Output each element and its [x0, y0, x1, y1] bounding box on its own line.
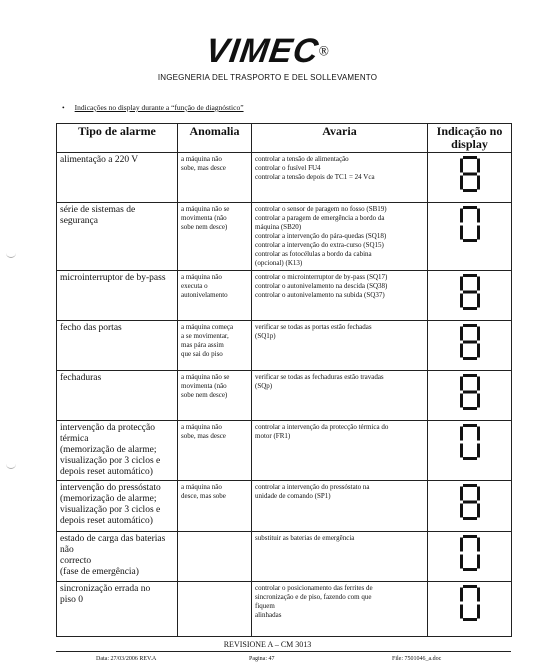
segment-a — [463, 206, 477, 209]
segment-d — [463, 517, 477, 520]
segment-f — [460, 327, 463, 341]
cell-tipo-line: microinterruptor de by-pass — [60, 273, 166, 283]
cell-avaria-line: (opcional) (K13) — [255, 259, 303, 267]
cell-anomalia-line: a se movimentar, — [181, 332, 229, 340]
cell-tipo — [57, 271, 178, 321]
cell-avaria — [252, 481, 428, 532]
cell-tipo-line: alimentação a 220 V — [60, 155, 139, 165]
segment-b — [477, 427, 480, 441]
cell-anomalia-line: a máquina não se — [181, 205, 230, 213]
cell-display — [428, 153, 512, 203]
punch-hole-mark — [6, 463, 16, 469]
cell-avaria-line: controlar o fusível FU4 — [255, 164, 321, 172]
cell-avaria-line: verificar se todas as portas estão fechadas — [255, 323, 372, 331]
segment-d — [463, 239, 477, 242]
segment-f — [460, 209, 463, 223]
cell-tipo-line: não — [60, 545, 74, 555]
seven-segment-digit — [459, 373, 481, 411]
cell-avaria-line: verificar se todas as fechaduras estão travadas — [255, 373, 384, 381]
cell-anomalia-line: executa o — [181, 282, 208, 290]
cell-tipo-line: térmica — [60, 434, 89, 444]
cell-avaria-line: unidade de comando (SP1) — [255, 492, 331, 500]
cell-avaria-line: controlar a intervenção da protecção térmica do — [255, 423, 389, 431]
cell-avaria-line: controlar a tensão de alimentação — [255, 155, 349, 163]
segment-f — [460, 427, 463, 441]
cell-anomalia-line: mas pára assim — [181, 341, 224, 349]
table-row — [57, 421, 512, 481]
cell-anomalia-line: a máquina não — [181, 273, 222, 281]
seven-segment-digit — [459, 534, 481, 572]
cell-tipo-line: intervenção da protecção — [60, 423, 155, 433]
segment-f — [460, 538, 463, 552]
cell-anomalia — [178, 203, 252, 271]
company-tagline: INGEGNERIA DEL TRASPORTO E DEL SOLLEVAMENTO — [157, 73, 378, 82]
cell-avaria-line: controlar a tensão depois de TC1 = 24 Vca — [255, 173, 375, 181]
cell-tipo-line: sincronização errada no — [60, 584, 151, 594]
footer-date: Data: 27/03/2006 REV.A — [96, 656, 157, 662]
segment-f — [460, 377, 463, 391]
cell-display — [428, 421, 512, 481]
column-header-tipo: Tipo de alarme — [57, 124, 178, 153]
seven-segment-digit — [459, 584, 481, 622]
cell-anomalia-line: a máquina não se — [181, 373, 230, 381]
cell-anomalia — [178, 582, 252, 637]
seven-segment-digit — [459, 205, 481, 243]
cell-anomalia — [178, 371, 252, 421]
cell-tipo — [57, 371, 178, 421]
cell-anomalia-line: sobe nem desce) — [181, 223, 228, 231]
cell-avaria — [252, 153, 428, 203]
segment-g — [463, 291, 477, 294]
segment-e — [460, 444, 463, 458]
segment-b — [477, 377, 480, 391]
segment-d — [463, 568, 477, 571]
cell-tipo — [57, 532, 178, 582]
cell-anomalia-line: que sai do piso — [181, 350, 223, 358]
segment-e — [460, 226, 463, 240]
segment-f — [460, 277, 463, 291]
segment-f — [460, 588, 463, 602]
cell-tipo-line: fechaduras — [60, 373, 102, 383]
segment-a — [463, 274, 477, 277]
bullet-icon: • — [62, 103, 65, 112]
segment-a — [463, 374, 477, 377]
cell-tipo-line: série de sistemas de — [60, 205, 136, 215]
segment-d — [463, 189, 477, 192]
cell-avaria-line: máquina (SB20) — [255, 223, 302, 231]
cell-tipo-line: intervenção do pressóstato — [60, 483, 161, 493]
cell-anomalia-line: movimenta (não — [181, 214, 227, 222]
seven-segment-digit — [459, 423, 481, 461]
segment-a — [463, 535, 477, 538]
segment-c — [477, 176, 480, 190]
cell-avaria — [252, 582, 428, 637]
cell-avaria-line: controlar a paragem de emergência a bordo da — [255, 214, 385, 222]
segment-a — [463, 585, 477, 588]
table-row — [57, 481, 512, 532]
cell-anomalia — [178, 532, 252, 582]
cell-avaria-line: controlar o autonivelamento na descida (SQ38) — [255, 282, 388, 290]
segment-g — [463, 391, 477, 394]
cell-tipo — [57, 203, 178, 271]
table-header-row — [57, 124, 512, 153]
segment-g — [463, 173, 477, 176]
segment-b — [477, 538, 480, 552]
segment-b — [477, 277, 480, 291]
seven-segment-digit — [459, 273, 481, 311]
segment-b — [477, 209, 480, 223]
logo-wordmark: VIMEC — [203, 32, 322, 70]
cell-display — [428, 371, 512, 421]
cell-tipo — [57, 153, 178, 203]
cell-anomalia-line: autonivelamento — [181, 291, 228, 299]
cell-tipo-line: (memorização de alarme; — [60, 494, 157, 504]
cell-avaria-line: motor (FR1) — [255, 432, 291, 440]
cell-anomalia — [178, 321, 252, 371]
segment-d — [463, 407, 477, 410]
cell-avaria-line: controlar o autonivelamento na subida (SQ37) — [255, 291, 385, 299]
seven-segment-digit — [459, 323, 481, 361]
segment-b — [477, 327, 480, 341]
alarm-table-body — [57, 153, 512, 637]
segment-e — [460, 344, 463, 358]
segment-d — [463, 457, 477, 460]
cell-anomalia-line: sobe, mas desce — [181, 164, 226, 172]
segment-d — [463, 307, 477, 310]
cell-avaria-line: controlar o sensor de paragem no fosso (SB19) — [255, 205, 387, 213]
segment-d — [463, 357, 477, 360]
cell-avaria — [252, 421, 428, 481]
table-row — [57, 371, 512, 421]
cell-avaria-line: (SQp) — [255, 382, 273, 390]
trademark-symbol: ® — [318, 43, 329, 59]
cell-display — [428, 582, 512, 637]
segment-c — [477, 394, 480, 408]
cell-display — [428, 271, 512, 321]
revision-label: REVISIONE A – CM 3013 — [223, 640, 312, 649]
cell-tipo — [57, 321, 178, 371]
segment-e — [460, 555, 463, 569]
cell-tipo-line: piso 0 — [60, 595, 83, 605]
cell-tipo-line: segurança — [60, 216, 98, 226]
segment-d — [463, 618, 477, 621]
cell-avaria-line: sincronização e de piso, fazendo com que — [255, 593, 372, 601]
footer-page: Pagina: 47 — [249, 656, 275, 662]
cell-anomalia-line: sobe, mas desce — [181, 432, 226, 440]
cell-tipo — [57, 421, 178, 481]
segment-c — [477, 226, 480, 240]
seven-segment-digit — [459, 155, 481, 193]
segment-a — [463, 324, 477, 327]
segment-g — [463, 341, 477, 344]
cell-anomalia — [178, 271, 252, 321]
cell-tipo-line: depois reset automático) — [60, 467, 153, 477]
segment-c — [477, 444, 480, 458]
cell-anomalia-line: a máquina começa — [181, 323, 234, 331]
segment-c — [477, 504, 480, 518]
segment-c — [477, 605, 480, 619]
cell-avaria-line: controlar o posicionamento das ferrites de — [255, 584, 373, 592]
segment-b — [477, 487, 480, 501]
cell-tipo-line: correcto — [60, 556, 92, 566]
cell-avaria-line: controlar o microinterruptor de by-pass (SQ17) — [255, 273, 388, 281]
cell-avaria — [252, 532, 428, 582]
table-row — [57, 321, 512, 371]
section-heading — [62, 103, 244, 112]
cell-display — [428, 321, 512, 371]
cell-avaria — [252, 371, 428, 421]
cell-tipo — [57, 481, 178, 532]
segment-e — [460, 504, 463, 518]
segment-a — [463, 484, 477, 487]
cell-anomalia-line: desce, mas sobe — [181, 492, 226, 500]
cell-tipo-line: (fase de emergência) — [60, 567, 139, 577]
cell-avaria — [252, 203, 428, 271]
footer-file: File: 7501046_a.doc — [392, 656, 442, 662]
cell-anomalia-line: sobe nem desce) — [181, 391, 228, 399]
cell-anomalia — [178, 421, 252, 481]
cell-display — [428, 203, 512, 271]
cell-avaria-line: (SQ1p) — [255, 332, 276, 340]
cell-tipo-line: visualização por 3 ciclos e — [60, 505, 161, 515]
segment-c — [477, 344, 480, 358]
table-row — [57, 271, 512, 321]
punch-hole-mark — [6, 252, 16, 258]
column-header-display: Indicação no display — [428, 124, 512, 153]
footer-divider — [56, 651, 511, 652]
alarm-table — [56, 123, 512, 637]
section-title: Indicações no display durante a “função de diagnóstico” — [74, 103, 244, 112]
cell-tipo-line: (memorização de alarme; — [60, 445, 157, 455]
segment-a — [463, 424, 477, 427]
cell-anomalia — [178, 481, 252, 532]
cell-anomalia-line: a máquina não — [181, 423, 222, 431]
cell-avaria — [252, 321, 428, 371]
segment-f — [460, 487, 463, 501]
segment-b — [477, 588, 480, 602]
cell-tipo-line: estado de carga das baterias — [60, 534, 166, 544]
cell-tipo-line: visualização por 3 ciclos e — [60, 456, 161, 466]
table-row — [57, 532, 512, 582]
column-header-anomalia: Anomalia — [178, 124, 252, 153]
cell-avaria — [252, 271, 428, 321]
cell-display — [428, 481, 512, 532]
column-header-avaria: Avaria — [252, 124, 428, 153]
cell-anomalia — [178, 153, 252, 203]
table-row — [57, 203, 512, 271]
table-row — [57, 153, 512, 203]
segment-f — [460, 159, 463, 173]
cell-avaria-line: controlar as fotocélulas a bordo da cabina — [255, 250, 372, 258]
table-row — [57, 582, 512, 637]
segment-g — [463, 501, 477, 504]
segment-e — [460, 176, 463, 190]
segment-e — [460, 394, 463, 408]
segment-c — [477, 555, 480, 569]
cell-avaria-line: controlar a intervenção do extra-curso (SQ15) — [255, 241, 384, 249]
cell-avaria-line: fiquem — [255, 602, 275, 610]
cell-anomalia-line: a máquina não — [181, 483, 222, 491]
cell-avaria-line: substituir as baterias de emergência — [255, 534, 355, 542]
cell-tipo — [57, 582, 178, 637]
cell-avaria-line: controlar a intervenção do pressóstato na — [255, 483, 370, 491]
cell-avaria-line: controlar a intervenção do pára-quedas (SQ18) — [255, 232, 387, 240]
cell-avaria-line: alinhadas — [255, 611, 282, 619]
segment-e — [460, 605, 463, 619]
cell-tipo-line: depois reset automático) — [60, 516, 153, 526]
segment-c — [477, 294, 480, 308]
seven-segment-digit — [459, 483, 481, 521]
segment-b — [477, 159, 480, 173]
segment-e — [460, 294, 463, 308]
cell-display — [428, 532, 512, 582]
logo — [0, 34, 535, 68]
segment-a — [463, 156, 477, 159]
cell-tipo-line: fecho das portas — [60, 323, 122, 333]
cell-anomalia-line: a máquina não — [181, 155, 222, 163]
cell-anomalia-line: movimenta (não — [181, 382, 227, 390]
